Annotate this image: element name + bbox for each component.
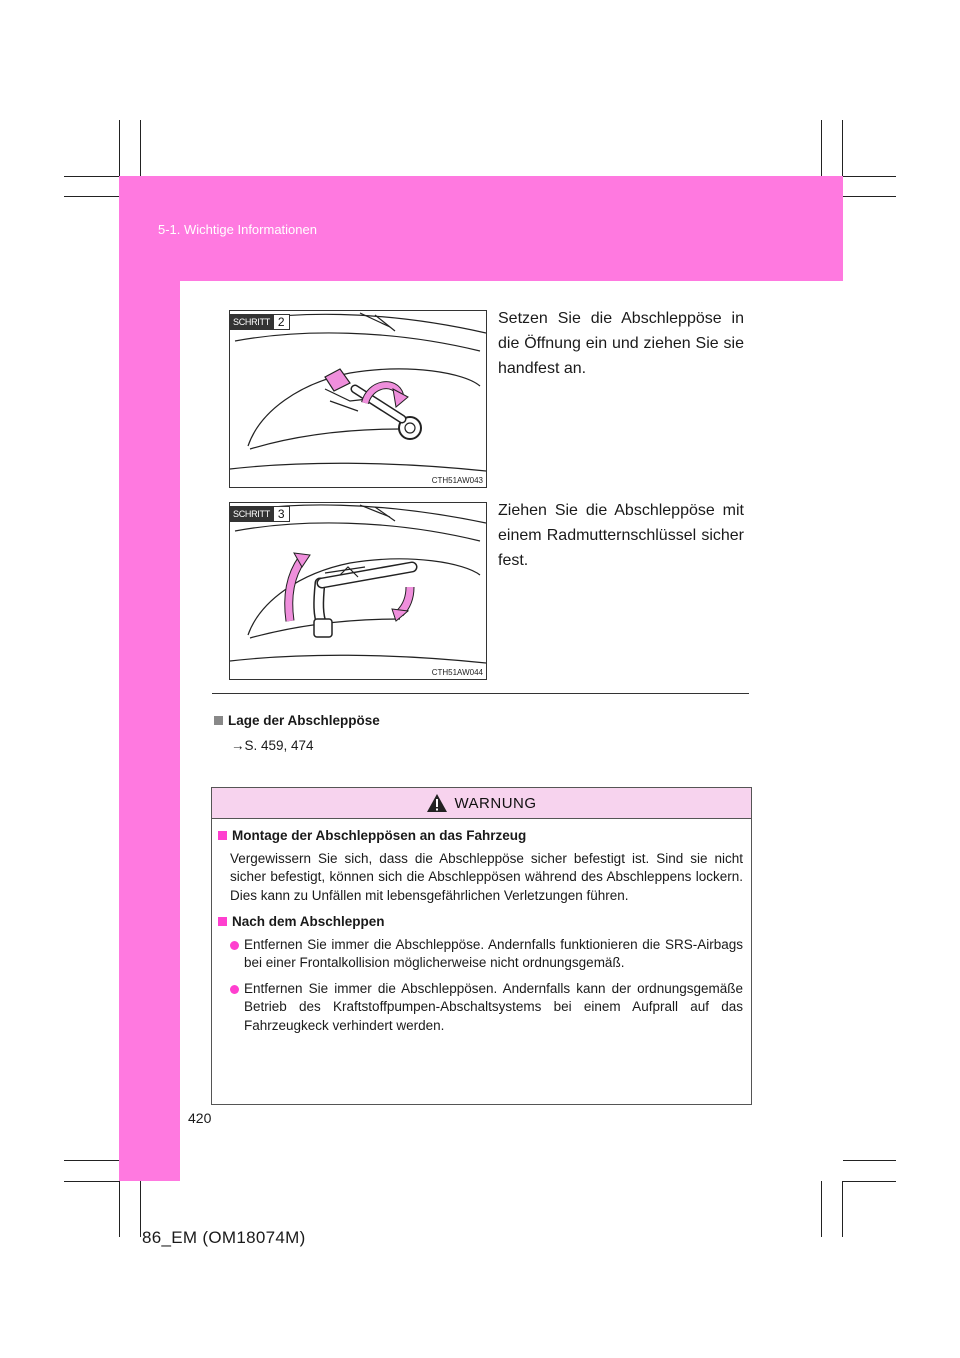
warning-list-item [218, 936, 743, 973]
warning-section-heading [218, 827, 743, 846]
round-bullet-icon [230, 985, 244, 994]
step-3-text: Ziehen Sie die Abschleppöse mit einem Radmutternschlüssel sicher fest. [498, 502, 744, 569]
step-badge [230, 314, 290, 330]
step-badge-number: 3 [273, 506, 290, 522]
warning-header [212, 788, 751, 819]
section-title: 5-1. Wichtige Informationen [158, 222, 317, 237]
step-badge-word: SCHRITT [230, 314, 273, 330]
tow-eye-insert-illustration [230, 311, 486, 487]
round-bullet-icon [230, 941, 244, 950]
page-number: 420 [188, 1110, 212, 1126]
crop-mark [842, 120, 843, 176]
warning-section-2-heading: Nach dem Abschleppen [232, 914, 385, 929]
warning-title: WARNUNG [454, 794, 537, 812]
warning-box [211, 787, 752, 1105]
crop-mark [843, 176, 896, 177]
step-badge [230, 506, 290, 522]
crop-mark [119, 1181, 120, 1237]
crop-mark [843, 196, 896, 197]
warning-triangle-icon [426, 793, 448, 813]
warning-list-item-text: Entfernen Sie immer die Abschleppösen. Andernfalls kann der ordnungsgemäße Betrieb des Kraftstoffpumpen-Abschaltsystems bei einem Aufprall auf das Fahrzeugkeck verhindert werden. [244, 980, 743, 1033]
warning-list-item-text: Entfernen Sie immer die Abschleppöse. Andernfalls funktionieren die SRS-Airbags bei einer Frontalkollision möglicherweise nicht ordnungsgemäß. [244, 936, 743, 970]
square-bullet-icon [218, 917, 227, 926]
document-code: 86_EM (OM18074M) [142, 1228, 306, 1247]
warning-section-1-text: Vergewissern Sie sich, dass die Abschleppöse sicher befestigt ist. Sind sie nicht sicher befestigt, können sich die Abschleppösen während des Abschleppens lockern. Dies kann zu Unfällen mit lebensgefährlichen Verletzungen führen. [230, 850, 743, 903]
square-bullet-icon [218, 831, 227, 840]
warning-section-1-heading: Montage der Abschleppösen an das Fahrzeug [232, 828, 527, 843]
location-heading-text: Lage der Abschleppöse [228, 713, 380, 728]
step-2-text: Setzen Sie die Abschleppöse in die Öffnung ein und ziehen Sie sie handfest an. [498, 310, 744, 377]
warning-body [212, 819, 751, 1035]
crop-mark [140, 1181, 141, 1237]
crop-mark [64, 1181, 119, 1182]
crop-mark [842, 1181, 843, 1237]
crop-mark [64, 1160, 119, 1161]
crop-mark [843, 1181, 896, 1182]
square-bullet-icon [214, 716, 223, 725]
crop-mark [821, 1181, 822, 1237]
crop-mark [119, 120, 120, 176]
crop-mark [843, 1160, 896, 1161]
figure-code: CTH51AW043 [431, 476, 483, 485]
step-3-figure [229, 502, 487, 680]
crop-mark [64, 176, 119, 177]
step-badge-word: SCHRITT [230, 506, 273, 522]
crop-mark [64, 196, 119, 197]
figure-code: CTH51AW044 [431, 668, 483, 677]
crop-mark [140, 120, 141, 176]
warning-section-heading [218, 913, 743, 932]
section-divider [212, 693, 749, 694]
crop-mark [821, 120, 822, 176]
side-band [119, 281, 180, 1181]
step-2-figure [229, 310, 487, 488]
warning-list-item [218, 980, 743, 1036]
page-reference: →S. 459, 474 [231, 738, 314, 753]
step-badge-number: 2 [273, 314, 290, 330]
location-heading [214, 713, 380, 728]
tow-eye-tighten-illustration [230, 503, 486, 679]
